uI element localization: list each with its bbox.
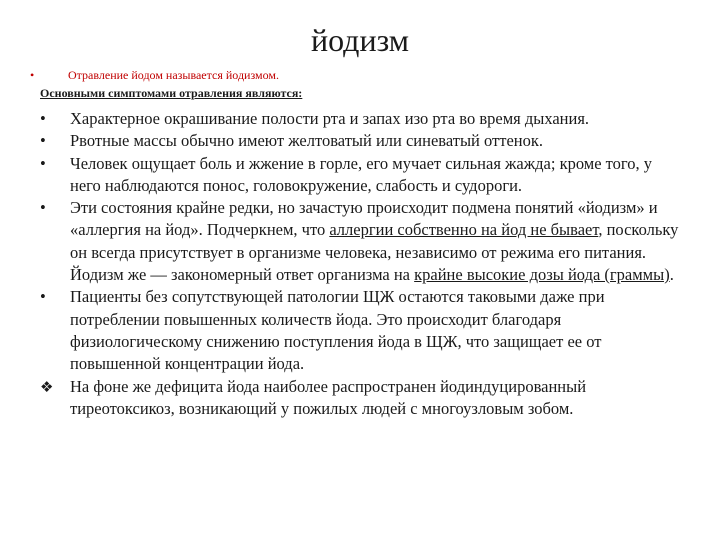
underlined-text: крайне высокие дозы йода (граммы) [414, 265, 670, 285]
list-item [40, 130, 680, 152]
definition-text: Отравление йодом называется йодизмом. [68, 68, 280, 82]
item-text: Характерное окрашивание полости рта и запах изо рта во время дыхания. [70, 109, 590, 128]
bullet-mark: • [40, 153, 46, 173]
list-item [40, 197, 680, 286]
item-text: Человек ощущает боль и жжение в горле, его мучает сильная жажда; кроме того, у него наблюдаются понос, головокружение, слабость и судороги. [70, 153, 653, 195]
red-bullet: • [30, 68, 35, 82]
definition-row [30, 66, 710, 84]
list-item [40, 376, 680, 421]
bullet-mark: • [40, 198, 46, 218]
bullet-mark: • [40, 287, 46, 307]
item-text-part2: , поскольку он всегда присутствует в организме человека, независимо от режима его питания. Йодизм же — закономерный ответ организма на [70, 220, 679, 285]
list-item [40, 108, 680, 130]
bullet-mark: • [40, 109, 46, 128]
symptom-list [40, 108, 680, 420]
list-item [40, 153, 680, 198]
symptoms-intro-row [30, 84, 710, 102]
lead-block [30, 66, 710, 102]
diamond-bullet-icon: ❖ [40, 377, 54, 396]
list-item [40, 286, 680, 375]
item-text-part1: Эти состояния крайне редки, но зачастую происходит подмена понятий «йодизм» и «аллергия на йод». Подчеркнем, что [70, 198, 658, 240]
slide-title: йодизм [310, 22, 410, 58]
symptoms-intro-text: Основными симптомами отравления являются: [40, 86, 303, 100]
item-text: На фоне же дефицита йода наиболее распространен йодиндуцированный тиреотоксикоз, возникающий у пожилых людей с многоузловым зобом. [70, 376, 587, 418]
item-text-part3: . [669, 265, 674, 285]
bullet-mark: • [40, 131, 46, 151]
underlined-text: аллергии собственно на йод не бывает [329, 220, 599, 240]
item-text: Рвотные массы обычно имеют желтоватый или синеватый оттенок. [70, 131, 543, 151]
item-text: Пациенты без сопутствующей патологии ЩЖ остаются таковыми даже при потреблении повышенных количеств йода. Это происходит благодаря физиологическому снижению поступления йода в ЩЖ, что защищает ее от повышенной концентрации йода. [70, 287, 605, 374]
